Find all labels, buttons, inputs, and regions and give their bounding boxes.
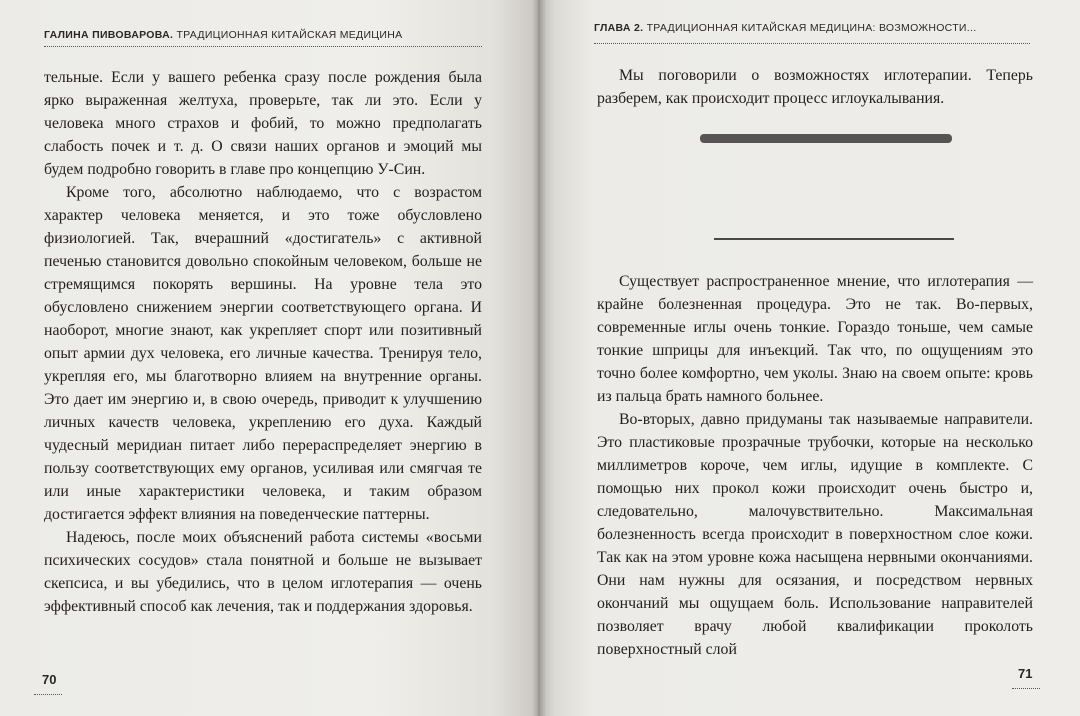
left-page-number: 70 [42, 672, 57, 687]
left-page [0, 0, 538, 716]
left-folio-rule [34, 694, 62, 695]
paragraph: Существует распространенное мнение, что иглотерапия — крайне болезненная процедура. Это не так. Во-первых, современные иглы очень тонкие. Гораздо тоньше, чем самые тонкие шприцы для инъекций. Так что, по ощущениям это точно более комфортно, чем уколы. Знаю на своем опыте: кровь из пальца брать намного больнее. [597, 273, 1033, 405]
paragraph: Мы поговорили о возможностях иглотерапии. Теперь разберем, как происходит процесс иглоукалывания. [597, 67, 1033, 107]
right-folio-rule [1012, 688, 1040, 689]
book-gutter-shadow [532, 0, 546, 716]
paragraph: Во-вторых, давно придуманы так называемые направители. Это пластиковые прозрачные трубочки, которые на несколько миллиметров короче, чем иглы, идущие в комплекте. С помощью них прокол кожи происходит очень быстро и, следовательно, малочувствительно. Максимальная болезненность всегда происходит в поверхностном слое кожи. Так как на этом уровне кожа насыщена нервными окончаниями. Они нам нужны для осязания, и посредством нервных окончаний мы ощущаем боль. Использование направителей позволяет врачу любой квалификации проколоть поверхностный слой [597, 411, 1033, 658]
running-head-author: ГАЛИНА ПИВОВАРОВА. [44, 29, 174, 41]
right-body-text [597, 270, 1033, 661]
left-running-head [44, 29, 402, 41]
right-header-rule [594, 43, 1030, 44]
left-header-rule [44, 46, 482, 47]
section-divider-rule [714, 238, 954, 240]
left-body-text [44, 66, 482, 618]
right-page-number: 71 [1018, 666, 1033, 681]
right-intro-text [597, 64, 1033, 110]
running-head-title: ТРАДИЦИОННАЯ КИТАЙСКАЯ МЕДИЦИНА [176, 29, 403, 41]
right-running-head [594, 22, 976, 34]
paragraph: Кроме того, абсолютно наблюдаемо, что с возрастом характер человека меняется, и это тоже обусловлено физиологией. Так, вчерашний «достигатель» с активной печенью становится довольно спокойным человеком, больше не стремящимся покорять вершины. На уровне тела это обусловлено снижением энергии соответствующего органа. И наоборот, многие знают, как укрепляет спорт или позитивный опыт армии дух человека, его личные качества. Тренируя тело, укрепляя его, мы благотворно влияем на внутренние органы. Это дает им энергию и, в свою очередь, приводит к улучшению личных качеств человека, укреплению его духа. Каждый чудесный меридиан питает либо перераспределяет энергию в пользу соответствующих ему органов, усиливая или смягчая те или иные характеристики человека, и таким образом достигается эффект влияния на поведенческие паттерны. [44, 184, 482, 523]
running-head-chapter: ГЛАВА 2. [594, 22, 644, 34]
marker-highlight-bar [700, 134, 952, 143]
running-head-title: ТРАДИЦИОННАЯ КИТАЙСКАЯ МЕДИЦИНА: ВОЗМОЖНОСТИ... [646, 22, 977, 34]
paragraph: тельные. Если у вашего ребенка сразу после рождения была ярко выраженная желтуха, проверьте, так ли это. Если у человека много страхов и фобий, то можно предполагать слабость почек и т. д. О связи наших органов и эмоций мы будем подробно говорить в главе про концепцию У-Син. [44, 69, 482, 178]
paragraph: Надеюсь, после моих объяснений работа системы «восьми психических сосудов» стала понятной и больше не вызывает скепсиса, и вы убедились, что в целом иглотерапия — очень эффективный способ как лечения, так и поддержания здоровья. [44, 529, 482, 615]
